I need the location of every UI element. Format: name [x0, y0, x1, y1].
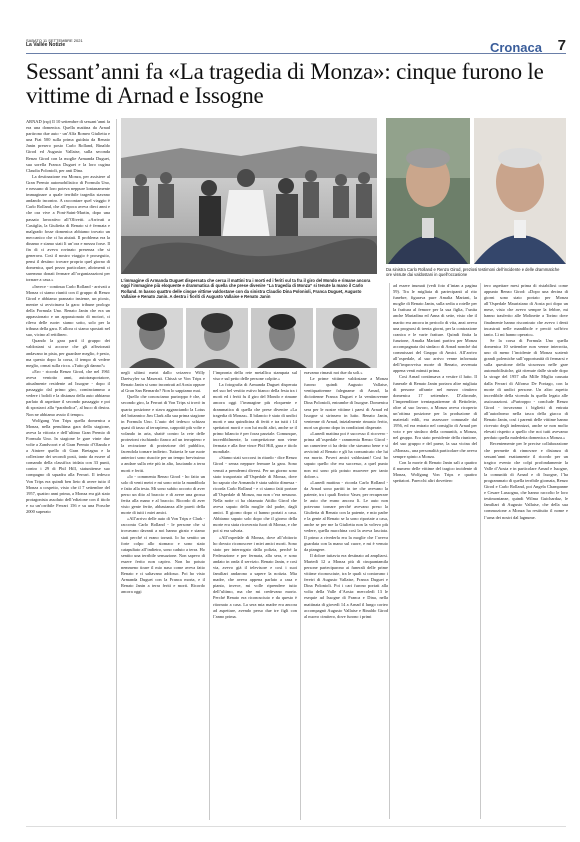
article-column-4	[304, 370, 388, 820]
paragraph: «Siamo stati soccorsi in ritardo - dice Renzo Girod - senza neppure fermare la gara. Sono venuti a prendermi diversi. Per un giorno sono stato trasportato all’Ospedale di Monza, dove ho saputo che Armanda è stata subito dimessa - ricorda Carlo Rolland - e ci siamo fatti portare all’Ospedale di Monza, ma non c’era nessuno. Nella notte ci ha chiamato Attilio Girod che aveva saputo della moglie dal padre, dagli amici. Il giorno dopo ci hanno portati a casa. Abbiamo saputo solo dopo che il giorno della morte era stata ricoverata fuori di Monza, e che poi si era salvata.	[213, 455, 297, 534]
paragraph: «All’ospedale di Monza, dove all’obitorio ho dovuto riconoscere i miei amici morti. Sono stato per interrogato dalla polizia, perché la Federazione e per fermata, alla sera, e sono andato in onda il servizio. Renato Janin, e così via, avevo già il televisore e così i suoi familiari andarono a sapere la notizia. Mia madre, che aveva appena parlato a casa e pianto, invece, mi volle riprendere tutto dell’ultimo, ma che mi credevano morto. Perché Renato era riconosciuto e da questo è ritornato a casa. La sera mia madre era ancora ad aspettare, avendo perso due tre figli con l’anno prima.	[213, 534, 297, 619]
paragraph: Se la corsa di Formula Uno quella domenica 10 settembre non venne interrotta, uno di meno l’incidente di Monza scatenò grandi polemiche sull’opportunità di fermarsi e sulla questione della sicurezza nelle gare automobilistiche, già ritenute dalle strade dopo la strage del 1957 alla Mille Miglia causata dalla Ferrari di Alfonso De Portago, con la morte di undici persone. Un altro aspetto incredibile della vicenda fu quello legato alle assicurazioni. «Purtroppo - conclude Renzo Girod - trovavamo i biglietti di entrata all’autodromo nella tasca della giacca di Renato Janin, così i parenti delle vittime hanno ricevuto degli indennizzi, anche se non molto elevati rispetto a quello che noi tutti avevamo perduto quella maledetta domenica a Monza.»	[484, 337, 568, 441]
article-column-5	[393, 283, 477, 819]
section-title: Cronaca	[489, 40, 542, 55]
paragraph: Con la morte di Renato Janin salì a quattro il numero delle vittime del tragico incidente di Monza, Wolfgang Von Trips e quattro spettatori. Parecchi altri dovettero	[393, 459, 477, 483]
footer-rule	[26, 826, 566, 827]
paper-name: La Vallée Notizie	[26, 42, 66, 48]
paragraph: Così Arnad continuava a vestire il lutto. Il funerale di Renato Janin portava altre migliaia di persone affrante nel mezzo cimitero domenica 17 settembre. D’altronde, l’imprenditore trentaquattrenne di Bettolette, oltre al suo lavoro, a Monza aveva ricoperto un’ottima posizione per la produzione di materiali edili, era assessore comunale dal 1956, ed era entrato nel consiglio di Arnad per voto e per sindaco della comunità, a Monza, nel gruppo. Era stato presidente della riunione, del suo gruppo e del paese, la sua vicina del «Monza», una personalità particolare che aveva sempre spinto a Monza.	[393, 374, 477, 459]
paragraph: Quando la gara partì il gruppo dei valdostani si accorse che gli affezionati andavano in pista, per guardare meglio, è pesto, ma questo dopo la corsa, il tempo di vedere meglio, ormai sulla ricca. «Tutto gli danno?»	[26, 338, 110, 368]
victim-portrait-2	[186, 308, 248, 368]
article-column-2	[121, 370, 205, 820]
witness-portrait-girod	[474, 118, 566, 264]
issue-date: SABATO 11 SETTEMBRE 2021	[26, 38, 83, 43]
page-number: 7	[557, 37, 566, 54]
article-column-6	[484, 283, 568, 819]
victim-portrait-4	[316, 308, 377, 368]
paragraph: «Ero - ricorda Renzo Girod, che nel 1961 aveva ventotto anni, autotrasportatore, attualmente residente ad Issogne - dopo il passaggio dal primo giro, cominciammo a vedere i bolidi e la distanza della auto abbiamo parlato di aspettare il secondo passaggio e poi di spostarci alla “parabolica”, al buco di destra. Non ne abbiamo avuto il tempo»	[26, 368, 110, 417]
paragraph: «Invece - continua Carlo Rolland - arrivati a Monza ci siamo riuniti con il gruppo di Renzo Girod e abbiamo pranzato insieme, un picnic, mentre si avvicinava la gara: tribune prologo della Formula Uno. Renato Janin che era un appassionato e un appassionato di motori, ci rileva delle ruote: siamo sotto, solo per la tribuna della gara. E allora ci siamo spostati nel suo, vicino al rettilineo.	[26, 283, 110, 338]
paragraph: Recentemente per le precise collaborazione che permette di rinnovare e distanza di sessant’anni esattamente il ricordo per un tragico evento che colpì profondamente la Valle d’Aosta e in particolare Arnad e Issogne, la comunità di Arnad e di Issogne, l’ha programmato di quella terribile giornata, Renzo Girod e Carlo Rolland, poi Angela Champanne e Cesare Lussogna, che hanno raccolto le loro testimonianze, quindi Wilma Guichardaz, le familiari di Augusto Vallaise, che della sua commozione a Monza ha restituito il nome e l’urna dei nostri dal lagnume.	[484, 441, 568, 520]
column-divider	[116, 119, 117, 819]
paragraph: «All’arrivo delle auto di Von Trips e Clark - racconta Carlo Rolland - le persone che si trovavano davanti a noi hanno girato e siamo stati perché ci erano tornati. Io ho sentito un forte colpo allo stomaco e sono stato catapultato all’indietro, sono caduto a terra. Ho sentito una terribile sensazione. Non sapevo di essere ferito non capivo. Non ho potuto nemmeno tirare il mio naso come aveva fatto Renato e ci saltavano addosso. Poi ho visto Armanda Duguet con la Franca morta, e il Renato Janin a terra feriti e morti. Ricordo ancora oggi	[121, 516, 205, 595]
headline: Sessant’anni fa «La tragedia di Monza»: cinque furono le vittime di Arnad e Issogne	[26, 59, 544, 108]
paragraph: Le prime vittime valdostane a Monza furono quindi Augusto Vallaise, ventiquattrenne falegname di Arnad, la diciottenne Franca Duguet e la ventinovenne Dina Polonioli, entrambe di Issogne. Domenica sera per le nostre vittime i paesi di Arnad ed Issogne si strinsero in lutto. Renato Janin, ventenne di Arnad, inizialmente rimasto ferito, morì un giorno dopo in condizioni disperate.	[304, 376, 388, 430]
paragraph: La fotografia di Armanda Duguet disperata nel suo bel vestito estivo bianco della festa tra i morti ed i feriti fu il giro del Mondo e rimane ancora oggi l’immagine più eloquente e drammatica di quella che prese divenire «La tragedia di Monza». Il bilancio è stato di undici morti e una quindicina di feriti e tra tutti i 14 spettatori morti e con lui molti altri, anche se il primo bilancio è per forza parziale. Comunque, incredibilmente, la competizione non viene fermata e alla fine vince Phil Hill, gara e titolo mondiale.	[213, 382, 297, 455]
paragraph: eravamo rimasti noi due da soli.»	[304, 370, 363, 375]
paragraph: Wolfgang Von Trips quella domenica a Monza, nella penultima gara della stagione, aveva la vittoria e dell’ultimo Gran Premio di Formula Uno. In stagione le gare vinte due volte a Zandvoort e al Gran Premio d’Olanda e a Aintree quello di Gran Bretagna e la collezione dei secondi posti, tanto da essere al comando della classifica iridata con 33 punti, contro i 29 di Phil Hill, statunitense suo compagno di squadra alla Ferrari. Il tedesco Von Trips era quindi ben lieto di avere tutto il Monza a cospetto, visto che il 7 settembre del 1957, quattro anni prima, a Monza era già stato protagonista assoluto dell’edizione con il titolo e su un’orribile Ferrari 156 e su una Porsche 2000 superato	[26, 417, 110, 514]
paragraph: «Io - commenta Renzo Girod - ho fatto un solo di venti metri e mi sono rotto la mandibola e fatto alla testa. Mi sono subito accorto di aver perso un dito al braccio e di avere una grossa ferita alla mano e al braccio. Ricordo di aver visto gente ferite, abbastanza alle pareti della morte di tutti i miei amici.	[121, 473, 205, 516]
masthead	[26, 38, 83, 48]
column-divider	[389, 283, 390, 819]
column-divider	[300, 370, 301, 820]
witness-portrait-rolland	[386, 118, 470, 264]
header-rule	[26, 53, 566, 54]
portrait-caption: Da sinistra Carlo Rolland e Renzo Girod, preziosi testimoni dell’incidente e delle drammatiche ore vissute dai valdostani in quell’occasione	[386, 267, 560, 278]
column-divider	[209, 370, 210, 820]
paragraph: «Lunedì mattina poi è successo il ricovero - prima all’ospedale - rammenta Renzo Girod - un cameriere ci ha detto che stavamo bene e si avvicinò al Renato e gli ha comunicato che lui era morto. Poveri amici valdostani! Così ho saputo quello che era successo, a quel punto non mi sono più potuto muovere per tanto dolore.»	[304, 430, 388, 479]
paragraph: Il dolore tuttavia era destinato ad ampliarsi. Martedì 12 a Monza più di cinquantamila persone parteciparono ai funerali delle prime vittime riconosciute, tra le quali si contavano i feretri di Augusto Vallaise, Franca Duguet e Dina Polonioli. Poi i cari furono portati alla volta della Valle d’Aosta: mercoledì 13 le esequie ad Issogne di Franca e Dina, nella mattinata di giovedì 14 a Arnad il lungo corteo accompagnò Augusto Vallaise e Rinaldo Girod al nuovo cimitero, dove furono i primi	[304, 552, 388, 619]
paragraph: «Lunedì mattina - ricorda Carlo Rolland - da Arnad sono partiti in tre che avevano la patente, tra i quali Enrico Vaser, per recuperare le auto che erano ancora lì. Le auto non potevano tornare perché avevano preso la Giulietta di Renato con la patente, e mio padre e la gente al Renato se la sono riportate a casa, anche se per me la Giulietta non la volevo più vedere, quella macchina così la aveva lasciata. Il primo a rivederla era la moglie che l’aveva guardata con la mano sul cuore, e mi è venuto da piangere.	[304, 479, 388, 552]
column-divider	[480, 283, 481, 819]
article-column-3	[213, 370, 297, 820]
victim-portrait-3	[251, 308, 313, 368]
victim-portrait-1	[121, 308, 183, 368]
paragraph: Quello che conosciamo purtroppo è che, al secondo giro, la Ferrari di Von Trips si trovò in quarta posizione e stava agganciando la Lotus del britannico Jim Clark alla sua prima stagione in Formula Uno. L’auto del tedesco schizza quasi di tasso al terrapieno, cappottò più volte e volando in aria, sbatté contro la rete delle protezioni rischiando fianco ad un terrapieno e la recinzione di protezione del pubblico, facendola tornare indietro. Tuttavia le sue ruote anteriori sono riuscite per un tempo brevissimo a andare sulla rete più in alto, lasciando a terra morti e feriti.	[121, 394, 205, 473]
paragraph: ARNAD (rsp) Il 10 settembre di sessant’anni fa era una domenica. Quella mattina da Arnad partirono due auto - un’Alfa Romeo Giulietta e una Fiat 500 sulla prima guidata da Renato Janin presero posto Carlo Rolland, Rinaldo Girod ed Augusto Vallaise, sulla seconda Renzo Girod con la moglie Armanda Duguet, sua sorella Franca Duguet e la loro cugina Claudia Polonioli, per anti Dina.	[26, 119, 110, 173]
paragraph: l’impronta della rete metallica stampata sul viso e sul petto delle persone colpite.»	[213, 370, 297, 382]
article-column-1	[26, 119, 110, 819]
paragraph: ad essere inumati (vedi foto d’intan a pagina 59). Tra le migliaia di partecipanti al rito funebre, figurava pure Amalia Mariani, la moglie di Renato Janin, sulla sedia a rotelle per la frattura al femore per la sua figlia, l’unita anche Mariadina ed Anna di sette, visto che il marito era ancora in pericolo di vita, anzi aveva una prognosi di trenta giorni, per la contrazione cranica e le varie fratture. Quindi finita la funzione, Amalia Mariani partiva per Monza accompagnata dai sindaco di Arnad nonché dai commissari del Gruppo di Amici. All’arrivo all’ospedale, al suo arrivo venne informata dell’improvvisa morte di Renato, avvenuta appena venti minuti prima.	[393, 283, 477, 374]
paragraph: negli ultimi metri dallo svizzero Willy Daetwyler su Maserati. Chissà se Von Trips e Renato Janin si sono incontrati ad Aosta oppure al Gran San Bernardo? Non lo sappiamo mai.	[121, 370, 205, 394]
paragraph: tero aspettare mesi prima di ristabilirsi come appunto Renzo Girod: «Dopo una decina di giorni sono stato portato per Monza all’Ospedale Mauriziano di Aosta poi dopo un mese, visto che avevo sempre la febbre, mi hanno trasferito alle Molinette a Torino dove finalmente hanno riscontrato che avevo i denti incastrati nelle mandibole e perciò soffrivo tanto. Lì mi hanno operato».	[484, 283, 568, 337]
crowd-photo	[121, 118, 377, 274]
main-photo-caption: L’immagine di Armanda Duguet dispersata che cerca il mattini tra i morti ed i feriti sul ta fra il giro del Mondo e rimane ancora oggi l’immagine più eloquente e drammatica di quella che prese divenire “La tragedia di Monza” si tenute la mano il Carlo Rolland. In basso quattro delle cinque vittime valdostane con da sinistra Claudio Dina Polonioli, Franca Duguet, Augusto Vallaise e Renato Janin. A destra i fioriti di Augusto Vallaise e Renato Janin	[121, 278, 371, 300]
paragraph: La destinazione era Monza, per assistere al Gran Premio automobilistico di Formula Uno, e nessuno di loro poteva neppure lontanamente immaginare a quale terribile tragedia stavano andando incontro. A raccontare quel viaggio è Carlo Rolland, che all’epoca aveva dieci anni e che ora vive a Pont-Saint-Martin, dopo una passato lavorativo all’Olivetti. «Arrivati a Castiglia, la Giulietta di Renato si è fermata e malgrado fosse domenica abbiamo trovato un meccanico che ci ha aiutati. Il problema era la dinamo e siamo stati lì un’ora e mezza forse. Il fin di ci aveva rovinato presenza che si generava. Così il nostro viaggio è proseguito, pensi il destino: trovare proprio quel giorno di domenica, quel pezzo particolare, altrimenti ci saremmo donati fermare all’organizzazioni per tornare a casa.»	[26, 173, 110, 283]
